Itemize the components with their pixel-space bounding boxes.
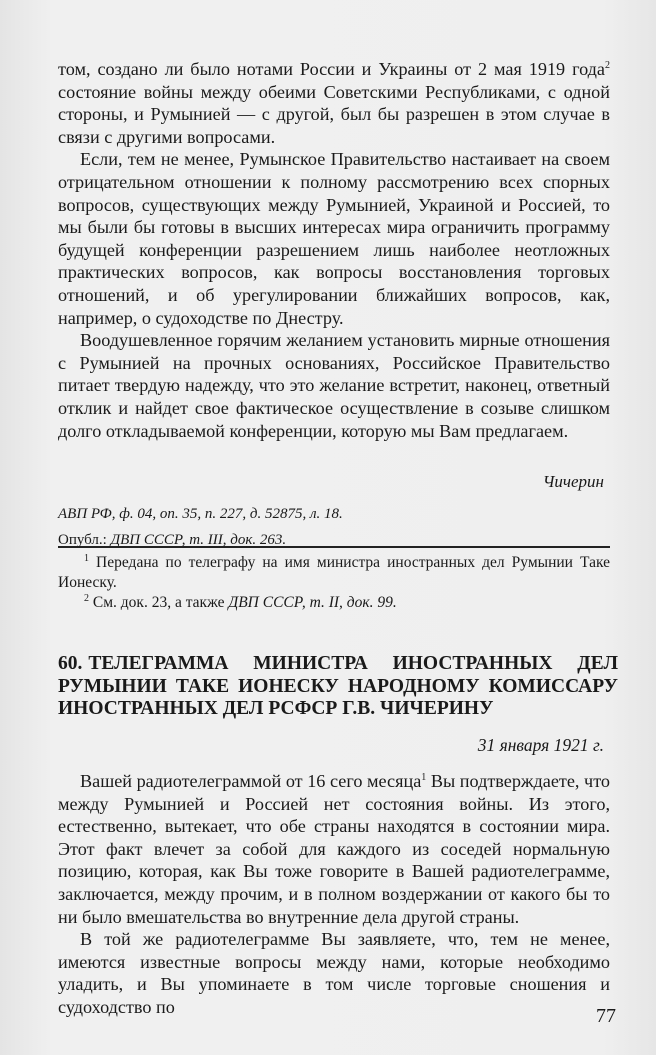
archive-source: АВП РФ, ф. 04, оп. 35, п. 227, д. 52875, л. 18. [58, 506, 343, 522]
document-title: ТЕЛЕГРАММА МИНИСТРА ИНОСТРАННЫХ ДЕЛ РУМЫНИИ ТАКЕ ИОНЕСКУ НАРОДНОМУ КОМИССАРУ ИНОСТРАННЫХ ДЕЛ РСФСР Г.В. ЧИЧЕРИНУ [58, 653, 618, 719]
paragraph: Воодушевленное горячим желанием установить мирные отношения с Румынией на прочных основаниях, Российское Правительство питает твердую надежду, что это желание встретит, наконец, ответный отклик и найдет свое фактическое осуществление в созыве слишком долго откладываемой конференции, которую мы Вам предлагаем. [58, 330, 610, 441]
paragraph: том, создано ли было нотами России и Украины от 2 мая 1919 года$^2$ состояние войны между обеими Советскими Республиками, с одной стороны, и Румынией — с другой, был бы разрешен в этом случае в связи с другими вопросами. [58, 59, 610, 147]
document-date: 31 января 1921 г. [477, 735, 604, 755]
text-block-top [58, 58, 610, 442]
archive-reference [58, 504, 610, 550]
signature: Чичерин [542, 472, 604, 491]
footnote: $^1$ Передана по телеграфу на имя министра иностранных дел Румынии Таке Ионеску. [58, 552, 610, 591]
page-number: 77 [596, 1005, 616, 1027]
publication-reference: Опубл.: ДВП СССР, т. III, док. 263. [58, 532, 287, 548]
paragraph: Вашей радиотелеграммой от 16 сего месяца$^1$ Вы подтверждаете, что между Румынией и Россией нет состояния войны. Из этого, естественно, вытекает, что обе страны находятся в состоянии мира. Этот факт влечет за собой для каждого из соседей нормальную позицию, которая, как Вы тоже говорите в Вашей радиотелеграмме, заключается, между прочим, и в полном воздержании от какого бы то ни было вмешательства во внутренние дела другой страны. [58, 771, 610, 927]
paragraph: В той же радиотелеграмме Вы заявляете, что, тем не менее, имеются известные вопросы между нами, которые необходимо уладить, и Вы упоминаете в том числе торговые сношения и судоходство по [58, 929, 610, 1017]
text-block-bottom [58, 770, 610, 1019]
paragraph: Если, тем не менее, Румынское Правительство настаивает на своем отрицательном отношении к полному рассмотрению всех спорных вопросов, существующих между Румынией, Украиной и Россией, то мы были бы готовы в высших интересах мира ограничить программу будущей конференции разрешением лишь наиболее неотложных практических вопросов, как вопросы восстановления торговых отношений, и об урегулировании ближайших вопросов, как, например, о судоходстве по Днестру. [58, 149, 610, 328]
document-number: 60. [58, 653, 83, 674]
document-heading [58, 653, 618, 721]
footnote-ref: 2 [605, 59, 610, 71]
footnote-ref: 1 [421, 771, 427, 783]
footnote-divider [58, 546, 610, 548]
footnotes [58, 553, 610, 613]
footnote: $^2$ См. док. 23, а также ДВП СССР, т. II, док. 99. [84, 592, 397, 611]
